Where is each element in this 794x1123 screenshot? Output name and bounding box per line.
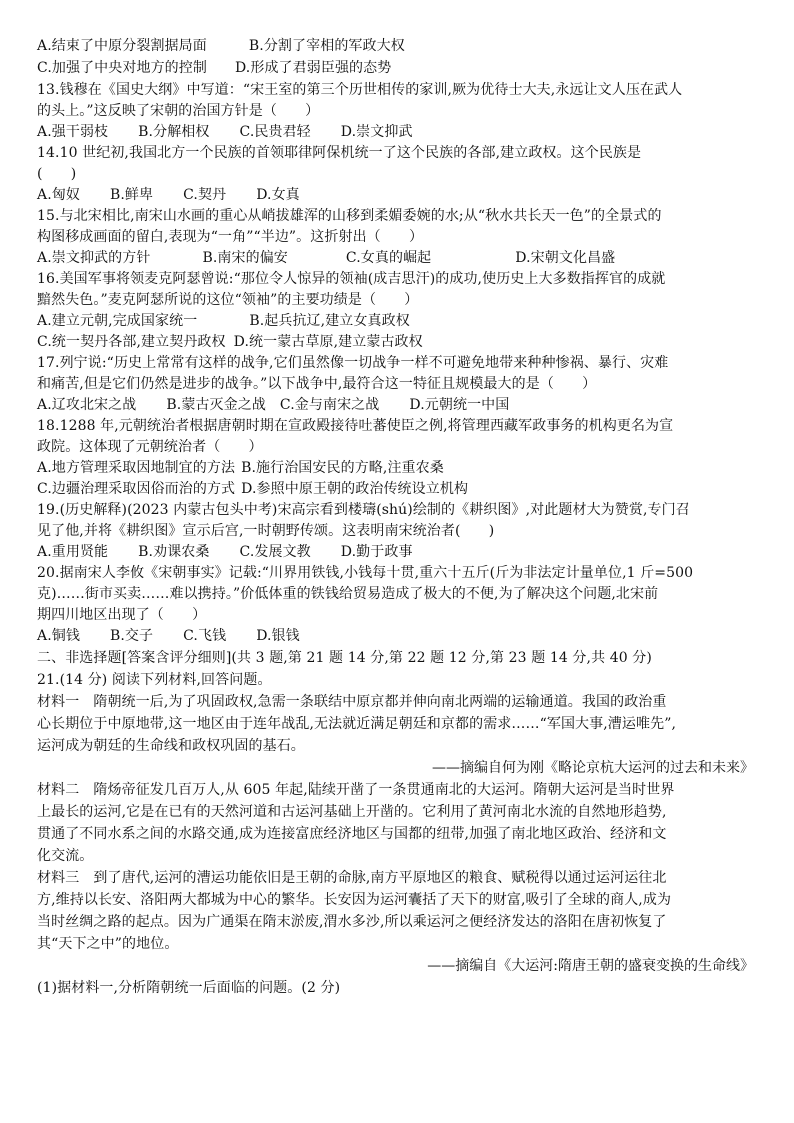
q14-options — [37, 187, 324, 204]
q16-option-d: D.统一蒙古草原,建立蒙古政权 — [233, 334, 423, 350]
q18-option-b: B.施行治国安民的方略,注重农桑 — [241, 460, 444, 476]
q12-options-line1 — [37, 38, 429, 55]
q21-material1-line1: 材料一 隋朝统一后,为了巩固政权,急需一条联结中原京都并伸向南北两端的运输通道。我国的政治重 — [37, 694, 667, 710]
q12-option-d: D.形成了君弱臣强的态势 — [234, 60, 392, 76]
q18-options-line2 — [37, 481, 492, 498]
q21-material1-source: ——摘编自何为刚《略论京杭大运河的过去和未来》 — [432, 760, 754, 776]
q21-material3-line3: 当时丝绸之路的起点。因为广通渠在隋末淤废,渭水多沙,所以乘运河之便经济发达的洛阳在唐初恢复了 — [37, 914, 667, 930]
q16-options-line2 — [37, 334, 447, 351]
q18-option-c: C.边疆治理采取因俗而治的方式 — [37, 481, 236, 497]
q16-stem-line2: 黯然失色。”麦克阿瑟所说的这位“领袖”的主要功绩是（ ） — [37, 292, 419, 308]
q13-option-b: B.分解相权 — [138, 124, 210, 140]
q17-option-d: D.元朝统一中国 — [409, 397, 510, 413]
q21-material3-source: ——摘编自《大运河:隋唐王朝的盛衰变换的生命线》 — [427, 958, 754, 974]
q15-option-a: A.崇文抑武的方针 — [37, 250, 151, 266]
q20-option-a: A.铜钱 — [37, 628, 80, 644]
q13-option-c: C.民贵君轻 — [239, 124, 311, 140]
q20-stem-line2: 克)……街市买卖……难以携持。”价低体重的铁钱给贸易造成了极大的不便,为了解决这个问题,北宋前 — [37, 586, 659, 602]
q20-stem-line1: 20.据南宋人李攸《宋朝事实》记载:“川界用铁钱,小钱每十贯,重六十五斤(斤为非法定计量单位,1 斤=500 — [37, 565, 694, 581]
q18-options-line1 — [37, 460, 468, 477]
q21-material2-line2: 上最长的运河,它是在已有的天然河道和古运河基础上开凿的。它利用了黄河南北水流的自然地形趋势, — [37, 804, 667, 820]
q21-subquestion-1: (1)据材料一,分析隋朝统一后面临的问题。(2 分) — [37, 980, 341, 996]
q20-stem-line3: 期四川地区出现了（ ） — [37, 607, 207, 623]
q17-options — [37, 397, 533, 414]
q21-material3-line4: 其“天下之中”的地位。 — [37, 936, 179, 952]
q18-stem-line2: 政院。这体现了元朝统治者（ ） — [37, 439, 263, 455]
q14-stem-line1: 14.10 世纪初,我国北方一个民族的首领耶律阿保机统一了这个民族的各部,建立政权。这个民族是 — [37, 145, 642, 161]
q19-option-a: A.重用贤能 — [37, 544, 109, 560]
q15-option-c: C.女真的崛起 — [345, 250, 432, 266]
q21-material1-line2: 心长期位于中原地带,这一地区由于连年战乱,无法就近满足朝廷和京都的需求……“军国大事,漕运唯先”, — [37, 716, 677, 732]
q13-option-a: A.强干弱枝 — [37, 124, 109, 140]
q21-material3-line2: 方,维持以长安、洛阳两大都城为中心的繁华。长安因为运河囊括了天下的财富,吸引了全球的商人,成为 — [37, 892, 672, 908]
q19-stem-line2: 见了他,并将《耕织图》宣示后宫,一时朝野传颂。这表明南宋统治者( ) — [37, 523, 495, 539]
q16-option-a: A.建立元朝,完成国家统一 — [37, 313, 198, 329]
q17-stem-line2: 和痛苦,但是它们仍然是进步的战争。”以下战争中,最符合这一特征且规模最大的是（ ） — [37, 376, 597, 392]
q21-material1-line3: 运河成为朝廷的生命线和政权巩固的基石。 — [37, 738, 305, 754]
q21-material2-line3: 贯通了不同水系之间的水路交通,成为连接富庶经济地区与国都的纽带,加强了南北地区政治、经济和文 — [37, 826, 667, 842]
q15-option-d: D.宋朝文化昌盛 — [515, 250, 616, 266]
q13-options — [37, 124, 437, 141]
q12-option-b: B.分割了宰相的军政大权 — [248, 38, 405, 54]
q14-option-d: D.女真 — [256, 187, 300, 203]
q12-options-line2 — [37, 60, 415, 77]
q18-stem-line1: 18.1288 年,元朝统治者根据唐朝时期在宣政殿接待吐蕃使臣之例,将管理西藏军政事务的机构更名为宣 — [37, 418, 674, 434]
q21-material2-line1: 材料二 隋炀帝征发几百万人,从 605 年起,陆续开凿了一条贯通南北的大运河。隋朝大运河是当时世界 — [37, 782, 675, 798]
q20-option-d: D.银钱 — [256, 628, 300, 644]
q15-options — [37, 250, 639, 267]
q12-option-c: C.加强了中央对地方的控制 — [37, 60, 207, 76]
q19-option-c: C.发展文教 — [239, 544, 311, 560]
q17-stem-line1: 17.列宁说:“历史上常常有这样的战争,它们虽然像一切战争一样不可避免地带来种种惨祸、暴行、灾难 — [37, 355, 669, 371]
q18-option-a: A.地方管理采取因地制宜的方法 — [37, 460, 236, 476]
q15-option-b: B.南宋的偏安 — [202, 250, 288, 266]
q14-option-c: C.契丹 — [183, 187, 227, 203]
q16-stem-line1: 16.美国军事将领麦克阿瑟曾说:“那位令人惊异的领袖(成吉思汗)的成功,使历史上大多数指挥官的成就 — [37, 271, 666, 287]
q13-stem-line1: 13.钱穆在《国史大纲》中写道：“宋王室的第三个历世相传的家训,厥为优待士大夫,永远让文人压在武人 — [37, 82, 683, 98]
q17-option-a: A.辽攻北宋之战 — [37, 397, 137, 413]
q21-material2-line4: 化交流。 — [37, 848, 94, 864]
q19-option-d: D.勤于政事 — [340, 544, 413, 560]
q13-option-d: D.崇文抑武 — [340, 124, 413, 140]
q18-option-d: D.参照中原王朝的政治传统设立机构 — [241, 481, 469, 497]
section-2-heading: 二、非选择题[答案含评分细则](共 3 题,第 21 题 14 分,第 22 题 12 分,第 23 题 14 分,共 40 分) — [37, 650, 652, 666]
q20-option-c: C.飞钱 — [183, 628, 227, 644]
q12-option-a: A.结束了中原分裂割据局面 — [37, 38, 207, 54]
q14-option-a: A.匈奴 — [37, 187, 80, 203]
q21-intro: 21.(14 分) 阅读下列材料,回答问题。 — [37, 672, 272, 688]
q15-stem-line2: 构图移成画面的留白,表现为“一角”“半边”。这折射出（ ） — [37, 229, 424, 245]
q17-option-b: B.蒙古灭金之战 — [166, 397, 266, 413]
q17-option-c: C.金与南宋之战 — [279, 397, 380, 413]
q21-material3-line1: 材料三 到了唐代,运河的漕运功能依旧是王朝的命脉,南方平原地区的粮食、赋税得以通过运河运往北 — [37, 870, 667, 886]
q16-option-c: C.统一契丹各部,建立契丹政权 — [37, 334, 226, 350]
q16-option-b: B.起兵抗辽,建立女真政权 — [249, 313, 410, 329]
q14-stem-line2: ( ) — [37, 166, 77, 182]
q20-options — [37, 628, 324, 645]
q13-stem-line2: 的头上。”这反映了宋朝的治国方针是（ ） — [37, 103, 320, 119]
q19-option-b: B.劝课农桑 — [138, 544, 210, 560]
q14-option-b: B.鲜卑 — [109, 187, 154, 203]
q19-stem-line1: 19.(历史解释)(2023 内蒙古包头中考)宋高宗看到楼璹(shú)绘制的《耕织图》,对此题材大为赞赏,专门召 — [37, 502, 690, 518]
q16-options-line1 — [37, 313, 434, 330]
q20-option-b: B.交子 — [109, 628, 154, 644]
q15-stem-line1: 15.与北宋相比,南宋山水画的重心从峭拔雄浑的山移到柔媚委婉的水;从“秋水共长天一色”的全景式的 — [37, 208, 662, 224]
q19-options — [37, 544, 437, 561]
